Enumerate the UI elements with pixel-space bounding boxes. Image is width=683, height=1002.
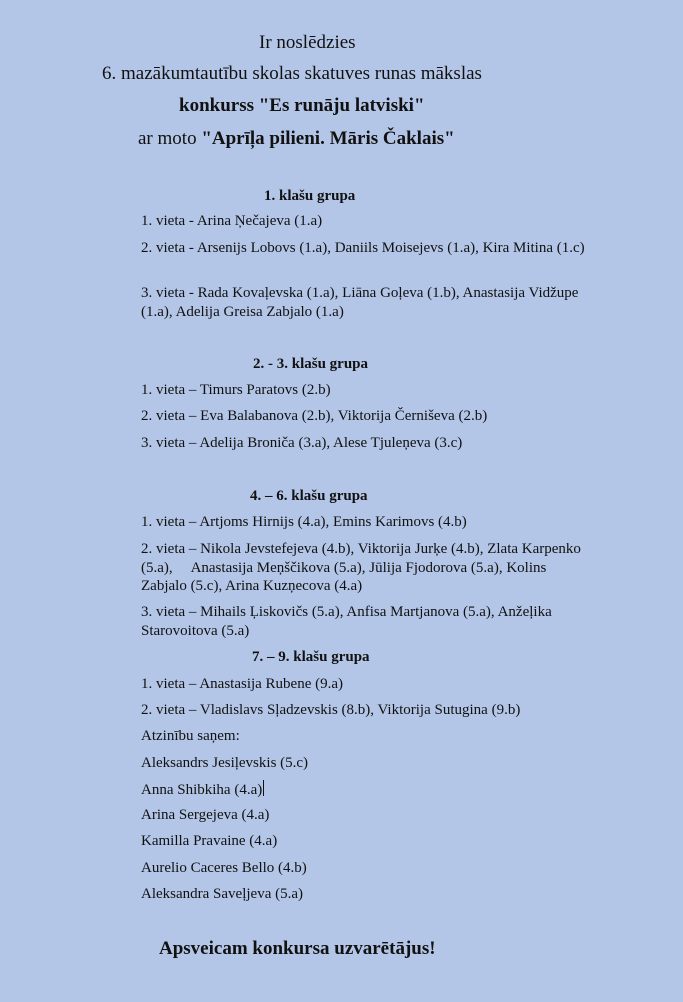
recognition-label: Atzinību saņem: (141, 728, 240, 744)
group-2-entry-1: 1. vieta – Timurs Paratovs (2.b) (141, 382, 331, 398)
group-title-3: 4. – 6. klašu grupa (250, 488, 368, 504)
congratulations-footer: Apsveicam konkursa uzvarētājus! (159, 938, 436, 959)
group-4-entry-2: 2. vieta – Vladislavs Sļadzevskis (8.b), Viktorija Sutugina (9.b) (141, 702, 521, 718)
header-line-3: konkurss "Es runāju latviski" (179, 95, 425, 116)
group-1-entry-2: 2. vieta - Arsenijs Lobovs (1.a), Daniils Moisejevs (1.a), Kira Mitina (1.c) (141, 240, 585, 256)
text-cursor (263, 780, 264, 796)
group-title-2: 2. - 3. klašu grupa (253, 356, 369, 372)
recognition-name: Kamilla Pravaine (4.a) (141, 833, 278, 849)
group-2-entry-3: 3. vieta – Adelija Broniča (3.a), Alese Tjuleņeva (3.c) (141, 435, 463, 451)
header-line-4-motto: "Aprīļa pilieni. Māris Čaklais" (201, 128, 455, 149)
group-3-entry-2: 2. vieta – Nikola Jevstefejeva (4.b), Viktorija Jurķe (4.b), Zlata Karpenko (5.a), Anastasija Meņščikova (5.a), Jūlija Fjodorova (5.a), Kolins Zabjalo (5.c), Arina Kuzņecova (4.a) (141, 541, 585, 594)
group-4-entry-1: 1. vieta – Anastasija Rubene (9.a) (141, 676, 344, 692)
recognition-name: Arina Sergejeva (4.a) (141, 807, 270, 823)
group-3-entry-3: 3. vieta – Mihails Ļiskovičs (5.a), Anfisa Martjanova (5.a), Anžeļika Starovoitova (5.a) (141, 604, 552, 639)
header-line-4-prefix: ar moto (138, 128, 202, 149)
recognition-name: Aleksandra Saveļjeva (5.a) (141, 886, 304, 902)
group-2-entry-2: 2. vieta – Eva Balabanova (2.b), Viktorija Černiševa (2.b) (141, 408, 488, 424)
recognition-name: Anna Shibkiha (4.a) (141, 782, 263, 798)
header-line-2: 6. mazākumtautību skolas skatuves runas mākslas (102, 63, 482, 84)
header-line-4 (138, 128, 455, 150)
group-1-entry-1: 1. vieta - Arina Ņečajeva (1.a) (141, 213, 323, 229)
group-title-1: 1. klašu grupa (264, 188, 356, 204)
recognition-name: Aurelio Caceres Bello (4.b) (141, 860, 307, 876)
recognition-name-row (141, 780, 591, 800)
group-1-entry-3: 3. vieta - Rada Kovaļevska (1.a), Liāna Goļeva (1.b), Anastasija Vidžupe (1.a), Adelija Greisa Zabjalo (1.a) (141, 285, 579, 320)
group-3-entry-1: 1. vieta – Artjoms Hirnijs (4.a), Emins Karimovs (4.b) (141, 514, 467, 530)
recognition-name: Aleksandrs Jesiļevskis (5.c) (141, 755, 309, 771)
group-title-4: 7. – 9. klašu grupa (252, 649, 370, 665)
header-line-1: Ir noslēdzies (259, 32, 356, 53)
